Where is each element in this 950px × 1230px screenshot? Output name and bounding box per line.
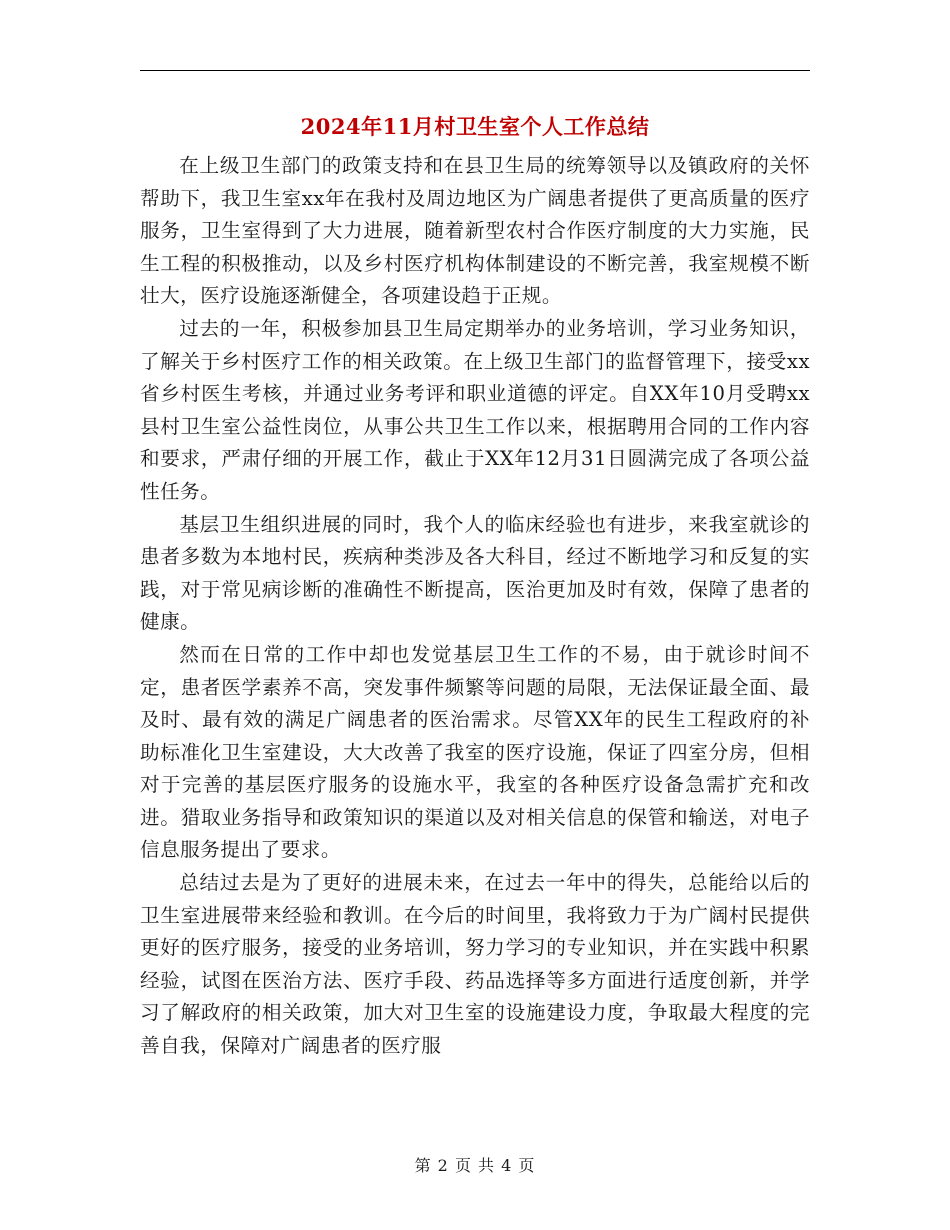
paragraph-1: 在上级卫生部门的政策支持和在县卫生局的统筹领导以及镇政府的关怀帮助下，我卫生室xx年在我村及周边地区为广阔患者提供了更高质量的医疗服务，卫生室得到了大力进展，随着新型农村合作医疗制度的大力实施，民生工程的积极推动，以及乡村医疗机构体制建设的不断完善，我室规模不断壮大，医疗设施逐渐健全，各项建设趋于正规。: [140, 154, 810, 308]
paragraph-2: 过去的一年，积极参加县卫生局定期举办的业务培训，学习业务知识，了解关于乡村医疗工作的相关政策。在上级卫生部门的监督管理下，接受xx省乡村医生考核，并通过业务考评和职业道德的评定。自XX年10月受聘xx县村卫生室公益性岗位，从事公共卫生工作以来，根据聘用合同的工作内容和要求，严肃仔细的开展工作，截止于XX年12月31日圆满完成了各项公益性任务。: [140, 316, 810, 503]
document-title: 2024年11月村卫生室个人工作总结: [300, 114, 650, 139]
page-number-footer: 第 2 页 共 4 页: [414, 1156, 536, 1175]
paragraph-5: 总结过去是为了更好的进展未来，在过去一年中的得失，总能给以后的卫生室进展带来经验和教训。在今后的时间里，我将致力于为广阔村民提供更好的医疗服务，接受的业务培训，努力学习的专业知识，并在实践中积累经验，试图在医治方法、医疗手段、药品选择等多方面进行适度创新，并学习了解政府的相关政策，加大对卫生室的设施建设力度，争取最大程度的完善自我，保障对广阔患者的医疗服: [140, 871, 810, 1058]
paragraph-4: 然而在日常的工作中却也发觉基层卫生工作的不易，由于就诊时间不定，患者医学素养不高，突发事件频繁等问题的局限，无法保证最全面、最及时、最有效的满足广阔患者的医治需求。尽管XX年的民生工程政府的补助标准化卫生室建设，大大改善了我室的医疗设施，保证了四室分房，但相对于完善的基层医疗服务的设施水平，我室的各种医疗设备急需扩充和改进。猎取业务指导和政策知识的渠道以及对相关信息的保管和输送，对电子信息服务提出了要求。: [140, 642, 810, 862]
paragraph-3: 基层卫生组织进展的同时，我个人的临床经验也有进步，来我室就诊的患者多数为本地村民，疾病种类涉及各大科目，经过不断地学习和反复的实践，对于常见病诊断的准确性不断提高，医治更加及时有效，保障了患者的健康。: [140, 512, 810, 634]
header-rule: [140, 70, 810, 71]
document-body: [140, 150, 810, 1063]
